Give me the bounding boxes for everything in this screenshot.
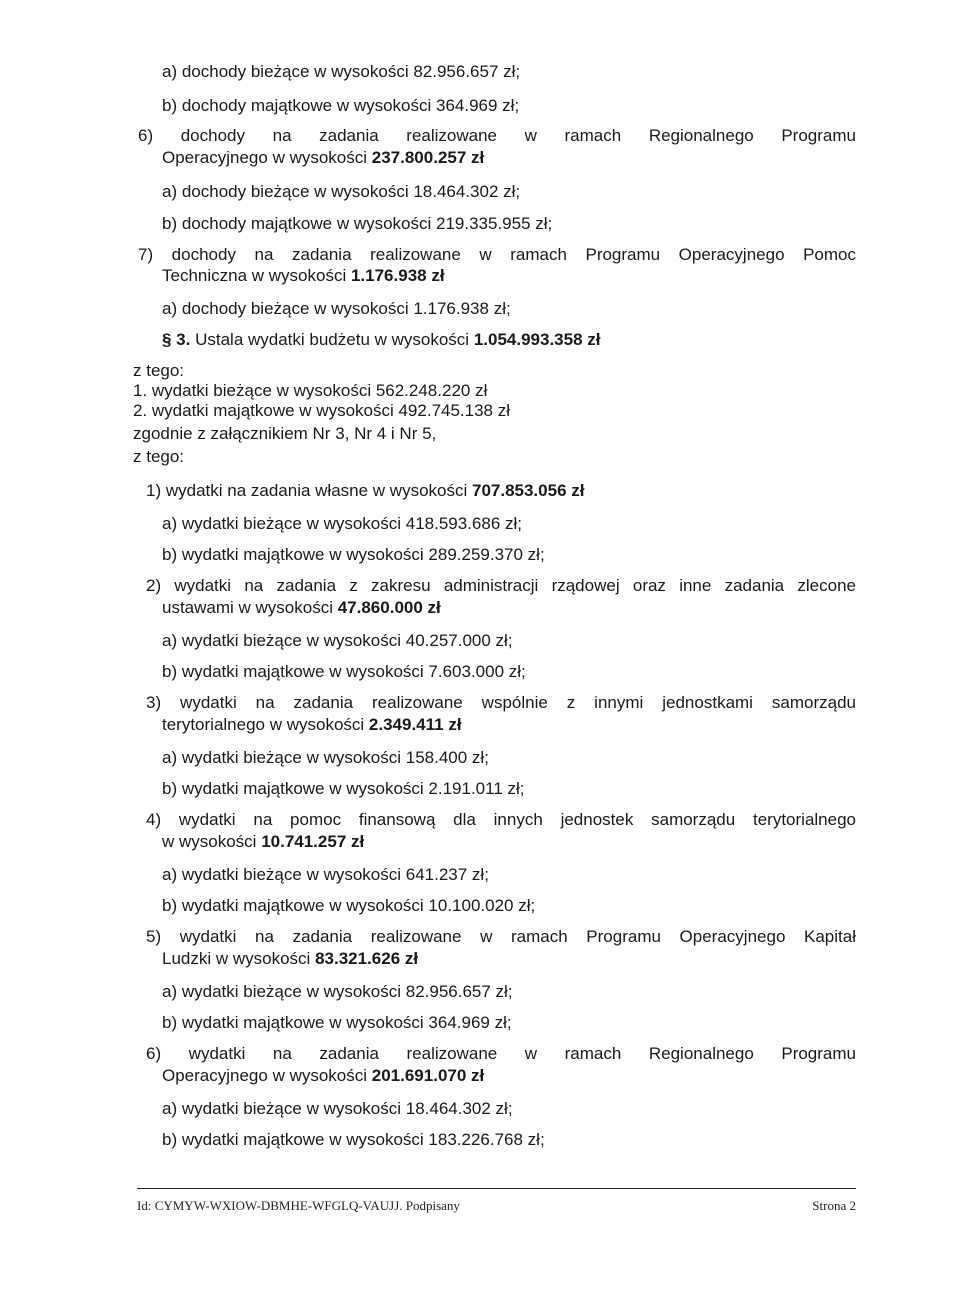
amount-bold: 707.853.056 zł <box>471 481 585 500</box>
text-line: a) wydatki bieżące w wysokości 418.593.686 zł; <box>162 514 523 533</box>
text-line: b) wydatki majątkowe w wysokości 183.226.768 zł; <box>162 1130 545 1149</box>
text-span: Operacyjnego w wysokości <box>162 1066 372 1085</box>
text-line: a) wydatki bieżące w wysokości 641.237 zł; <box>162 865 489 884</box>
footer-divider <box>137 1188 856 1189</box>
text-line <box>162 949 418 969</box>
text-line: a) wydatki bieżące w wysokości 18.464.302 zł; <box>162 1099 513 1118</box>
text-line: b) wydatki majątkowe w wysokości 364.969 zł; <box>162 1013 512 1032</box>
text-line: a) wydatki bieżące w wysokości 82.956.657 zł; <box>162 982 513 1001</box>
text-span: w wysokości <box>162 832 262 851</box>
text-line: b) wydatki majątkowe w wysokości 7.603.000 zł; <box>162 662 526 681</box>
text-line: 6) wydatki na zadania realizowane w ramach Regionalnego Programu <box>146 1044 856 1063</box>
text-line: a) dochody bieżące w wysokości 1.176.938 zł; <box>162 299 511 318</box>
text-line: 2) wydatki na zadania z zakresu administracji rządowej oraz inne zadania zlecone <box>146 576 856 595</box>
text-line: a) wydatki bieżące w wysokości 40.257.000 zł; <box>162 631 513 650</box>
text-line: b) dochody majątkowe w wysokości 364.969 zł; <box>162 96 520 115</box>
text-line <box>146 481 584 501</box>
text-line: 5) wydatki na zadania realizowane w ramach Programu Operacyjnego Kapitał <box>146 927 856 946</box>
text-line: b) wydatki majątkowe w wysokości 2.191.011 zł; <box>162 779 525 798</box>
text-line: 6) dochody na zadania realizowane w ramach Regionalnego Programu <box>138 126 856 145</box>
text-line <box>162 598 441 618</box>
text-line: 7) dochody na zadania realizowane w ramach Programu Operacyjnego Pomoc <box>138 245 856 264</box>
amount-bold: 237.800.257 zł <box>371 148 485 167</box>
text-span: terytorialnego w wysokości <box>162 715 369 734</box>
text-line: b) wydatki majątkowe w wysokości 289.259.370 zł; <box>162 545 545 564</box>
text-span: Techniczna w wysokości <box>162 266 351 285</box>
text-line: 4) wydatki na pomoc finansową dla innych jednostek samorządu terytorialnego <box>146 810 856 829</box>
amount-bold: 10.741.257 zł <box>261 832 365 851</box>
text-line: b) wydatki majątkowe w wysokości 10.100.020 zł; <box>162 896 536 915</box>
amount-bold: 1.054.993.358 zł <box>473 330 601 349</box>
text-line: b) dochody majątkowe w wysokości 219.335.955 zł; <box>162 214 553 233</box>
text-line: 3) wydatki na zadania realizowane wspólnie z innymi jednostkami samorządu <box>146 693 856 712</box>
text-line: 2. wydatki majątkowe w wysokości 492.745.138 zł <box>133 401 511 420</box>
text-line <box>162 715 462 735</box>
text-span: ustawami w wysokości <box>162 598 338 617</box>
text-line <box>162 266 445 286</box>
amount-bold: 83.321.626 zł <box>315 949 419 968</box>
text-line <box>162 832 364 852</box>
text-line <box>162 148 484 168</box>
section-heading <box>162 330 600 350</box>
text-span: Ustala wydatki budżetu w wysokości <box>190 330 474 349</box>
footer-page-number: Strona 2 <box>812 1198 856 1213</box>
text-line: 1. wydatki bieżące w wysokości 562.248.220 zł <box>133 381 488 400</box>
text-line <box>162 1066 484 1086</box>
text-span: Operacyjnego w wysokości <box>162 148 372 167</box>
text-line: a) wydatki bieżące w wysokości 158.400 zł; <box>162 748 489 767</box>
amount-bold: 201.691.070 zł <box>371 1066 485 1085</box>
amount-bold: 2.349.411 zł <box>368 715 462 734</box>
text-line: z tego: <box>133 361 185 380</box>
text-line: z tego: <box>133 447 185 466</box>
amount-bold: 1.176.938 zł <box>350 266 445 285</box>
section-number: § 3. <box>162 330 191 349</box>
text-line: zgodnie z załącznikiem Nr 3, Nr 4 i Nr 5, <box>133 424 437 443</box>
text-line: a) dochody bieżące w wysokości 18.464.302 zł; <box>162 182 521 201</box>
footer-document-id: Id: CYMYW-WXIOW-DBMHE-WFGLQ-VAUJJ. Podpisany <box>137 1198 460 1213</box>
text-line: a) dochody bieżące w wysokości 82.956.657 zł; <box>162 62 521 81</box>
amount-bold: 47.860.000 zł <box>337 598 441 617</box>
text-span: 1) wydatki na zadania własne w wysokości <box>146 481 472 500</box>
text-span: Ludzki w wysokości <box>162 949 316 968</box>
